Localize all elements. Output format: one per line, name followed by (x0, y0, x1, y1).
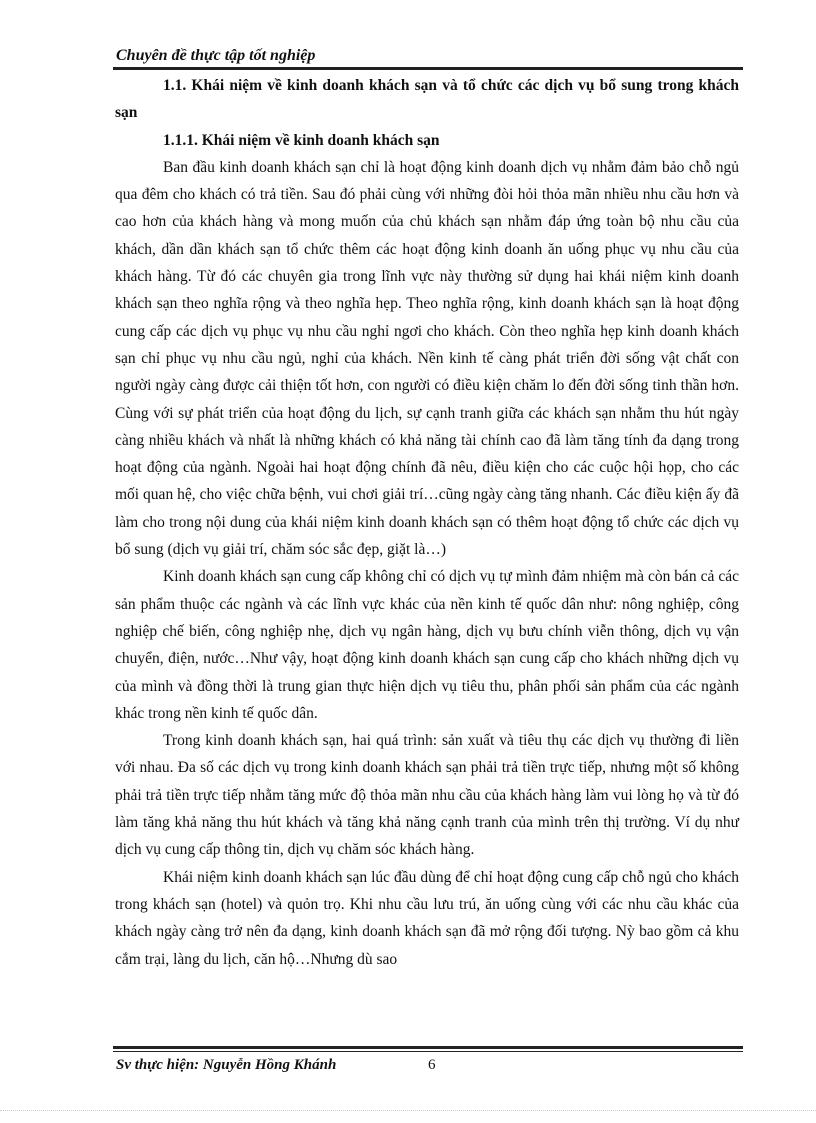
page-footer (116, 1057, 736, 1074)
paragraph: Trong kinh doanh khách sạn, hai quá trình: sản xuất và tiêu thụ các dịch vụ thường đi liền với nhau. Đa số các dịch vụ trong kinh doanh khách sạn phải trả tiền trực tiếp, nhưng một số không phải trả tiền trực tiếp nhằm tăng mức độ thỏa mãn nhu cầu của khách hàng làm vui lòng họ và từ đó làm tăng khả năng thu hút khách và tăng khả năng cạnh tranh của mình trên thị trường. Ví dụ như dịch vụ cung cấp thông tin, dịch vụ chăm sóc khách hàng. (115, 732, 739, 859)
header-rule (113, 67, 743, 70)
footer-rule-top (113, 1046, 743, 1049)
paragraph: Kinh doanh khách sạn cung cấp không chỉ có dịch vụ tự mình đảm nhiệm mà còn bán cả các sản phẩm thuộc các ngành và các lĩnh vực khác của nền kinh tế quốc dân như: nông nghiệp, công nghiệp chế biến, công nghiệp nhẹ, dịch vụ ngân hàng, dịch vụ bưu chính viễn thông, dịch vụ vận chuyển, điện, nước…Như vậy, hoạt động kinh doanh khách sạn cung cấp cho khách những dịch vụ của mình và đồng thời là trung gian thực hiện dịch vụ tiêu thu, phân phối sản phẩm của các ngành khác trong nền kinh tế quốc dân. (115, 568, 739, 722)
header-title: Chuyên đề thực tập tốt nghiệp (116, 47, 316, 64)
page-content (115, 72, 739, 973)
page-number: 6 (428, 1057, 436, 1073)
paragraph: Khái niệm kinh doanh khách sạn lúc đầu dùng để chỉ hoạt động cung cấp chỗ ngủ cho khách trong khách sạn (hotel) và quỏn trọ. Khi nhu cầu lưu trú, ăn uống cùng với các nhu cầu khác của khách ngày càng trở nên đa dạng, kinh doanh khách sạn đã mở rộng đối tượng. Nỳ bao gồm cả khu cắm trại, làng du lịch, căn hộ…Nhưng dù sao (115, 868, 739, 968)
footer-rule-bottom (113, 1051, 743, 1052)
subsection-heading: 1.1.1. Khái niệm về kinh doanh khách sạn (163, 131, 440, 149)
footer-author: Sv thực hiện: Nguyễn Hồng Khánh (116, 1057, 337, 1073)
section-heading: 1.1. Khái niệm về kinh doanh khách sạn và tổ chức các dịch vụ bổ sung trong khách sạn (115, 77, 739, 122)
page-edge-divider (0, 1110, 816, 1111)
paragraph: Ban đầu kinh doanh khách sạn chỉ là hoạt động kinh doanh dịch vụ nhằm đảm bảo chỗ ngủ qua đêm cho khách có trả tiền. Sau đó phải cùng với những đòi hỏi thỏa mãn nhiều nhu cầu hơn và cao hơn của khách hàng và mong muốn của chủ khách sạn nhằm đáp ứng toàn bộ nhu cầu của khách, dần dần khách sạn tổ chức thêm các hoạt động kinh doanh ăn uống phục vụ nhu cầu của khách hàng. Từ đó các chuyên gia trong lĩnh vực này thường sử dụng hai khái niệm kinh doanh khách sạn theo nghĩa rộng và theo nghĩa hẹp. Theo nghĩa rộng, kinh doanh khách sạn là hoạt động cung cấp các dịch vụ phục vụ nhu cầu nghỉ ngơi cho khách. Còn theo nghĩa hẹp kinh doanh khách sạn chỉ phục vụ nhu cầu ngủ, nghỉ của khách. Nền kinh tế càng phát triển đời sống vật chất con người ngày càng được cải thiện tốt hơn, con người có điều kiện chăm lo đến đời sống tinh thần hơn. Cùng với sự phát triển của hoạt động du lịch, sự cạnh tranh giữa các khách sạn nhằm thu hút ngày càng nhiều khách và nhất là những khách có khả năng tài chính cao đã làm tăng tính đa dạng trong hoạt động của ngành. Ngoài hai hoạt động chính đã nêu, điều kiện cho các cuộc hội họp, cho các mối quan hệ, cho việc chữa bệnh, vui chơi giải trí…cũng ngày càng tăng nhanh. Các điều kiện ấy đã làm cho trong nội dung của khái niệm kinh doanh khách sạn có thêm hoạt động tổ chức các dịch vụ bổ sung (dịch vụ giải trí, chăm sóc sắc đẹp, giặt là…) (115, 158, 739, 559)
